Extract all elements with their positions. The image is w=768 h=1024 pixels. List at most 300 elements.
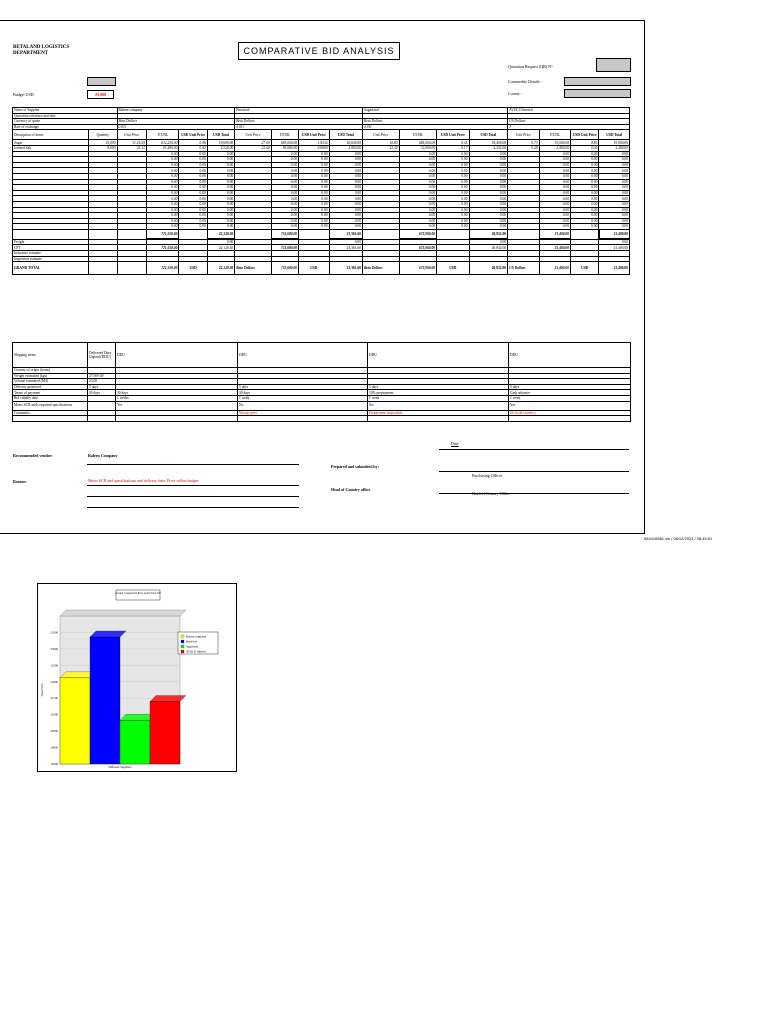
table-cell: 0.00 bbox=[437, 162, 469, 168]
table-cell: 0.00 bbox=[329, 190, 362, 196]
table-cell: 1 week bbox=[509, 395, 631, 401]
table-cell: 0.00 bbox=[599, 196, 630, 202]
table-cell: 0.00 bbox=[329, 179, 362, 185]
y-tick-label: 19500 bbox=[50, 762, 58, 766]
legend-swatch bbox=[181, 640, 184, 643]
table-cell: 0.00 bbox=[329, 185, 362, 191]
grand-total-row bbox=[13, 262, 630, 275]
y-tick-label: 23500 bbox=[50, 630, 58, 635]
table-cell: 0.00 bbox=[146, 185, 178, 191]
bar bbox=[90, 637, 120, 764]
supplier-name-4: AVOCO limited bbox=[508, 108, 630, 114]
supplier-label: Name of Supplier bbox=[13, 108, 118, 114]
chart-title: Ground Comparative Price Grand Total CIF bbox=[115, 592, 161, 595]
table-cell: 0.00 bbox=[329, 173, 362, 179]
table-cell: 0.00 bbox=[329, 157, 362, 163]
table-cell bbox=[571, 229, 599, 239]
table-cell: 0.00 bbox=[469, 157, 508, 163]
table-cell: 0.00 bbox=[599, 239, 630, 245]
y-tick-label: 21500 bbox=[50, 696, 58, 701]
table-cell: No bbox=[238, 401, 368, 410]
table-cell: 0.00 bbox=[399, 168, 437, 174]
table-cell: 91,496.00 bbox=[146, 145, 178, 151]
table-cell bbox=[88, 416, 116, 422]
item-row bbox=[13, 140, 630, 146]
table-cell: 685,000.00 bbox=[399, 140, 437, 146]
item-qty: 25,000 bbox=[89, 140, 117, 146]
table-cell: US Dollars bbox=[508, 262, 539, 275]
table-cell: Delivered Duty Unpaid (DDU) bbox=[88, 343, 116, 368]
table-cell: 0.00 bbox=[207, 168, 234, 174]
table-cell: 0.00 bbox=[539, 224, 570, 230]
table-cell: 0.00 bbox=[571, 162, 599, 168]
table-cell: 0.00 bbox=[329, 213, 362, 219]
table-cell: 0.00 bbox=[146, 157, 178, 163]
table-cell: 0.00 bbox=[571, 173, 599, 179]
table-cell: 21,400.00 bbox=[599, 245, 630, 251]
currency-2: Beta Dollars bbox=[235, 119, 363, 125]
table-cell: USD Total bbox=[329, 130, 362, 140]
table-cell: 0.00 bbox=[299, 213, 329, 219]
table-cell: 0.30 bbox=[571, 145, 599, 151]
table-cell: 0.00 bbox=[207, 190, 234, 196]
table-cell: 0.00 bbox=[271, 173, 298, 179]
table-cell: 0.00 bbox=[599, 224, 630, 230]
table-cell: 1 week bbox=[368, 395, 509, 401]
table-cell: 0.00 bbox=[146, 201, 178, 207]
qr-label: Quotation Request (QR) N°: bbox=[508, 64, 554, 69]
divider bbox=[87, 485, 299, 486]
table-cell: Comments: bbox=[13, 410, 88, 416]
table-cell: TOTAL bbox=[539, 130, 570, 140]
table-cell: 0.00 bbox=[599, 201, 630, 207]
table-cell: 21.11 bbox=[117, 145, 146, 151]
table-cell: 0.00 bbox=[539, 179, 570, 185]
budget-label: Budget USD: bbox=[13, 92, 35, 97]
table-cell: 0.00 bbox=[571, 168, 599, 174]
table-cell: USD bbox=[437, 262, 469, 275]
table-cell: 0.00 bbox=[539, 162, 570, 168]
column-header-row bbox=[13, 130, 630, 140]
grey-cell[interactable] bbox=[87, 77, 116, 86]
table-cell: 0.00 bbox=[329, 196, 362, 202]
table-cell: CPT bbox=[13, 245, 89, 251]
divider bbox=[87, 496, 299, 497]
table-cell bbox=[238, 416, 368, 422]
table-cell: Currency of quote bbox=[13, 119, 118, 125]
table-cell: USD Unit Price bbox=[299, 130, 329, 140]
table-cell: 0.00 bbox=[207, 239, 234, 245]
table-cell: 0.00 bbox=[207, 218, 234, 224]
table-cell: Insurance estimate bbox=[13, 251, 89, 257]
table-cell: 21,400.00 bbox=[599, 229, 630, 239]
table-cell: 753,680.00 bbox=[271, 245, 298, 251]
table-cell: 0.00 bbox=[299, 190, 329, 196]
table-cell: 0.41 bbox=[437, 140, 469, 146]
table-cell: 23.60 bbox=[235, 145, 272, 151]
table-cell bbox=[235, 229, 272, 239]
table-cell: 0.00 bbox=[271, 213, 298, 219]
table-cell: 0.00 bbox=[146, 218, 178, 224]
table-cell: 0.00 bbox=[437, 173, 469, 179]
table-cell: 0.00 bbox=[469, 239, 508, 245]
recommended-label: Recommended vendor: bbox=[13, 453, 53, 458]
y-axis-label: Total Price bbox=[40, 683, 44, 697]
table-cell: 0.00 bbox=[437, 157, 469, 163]
table-cell: 672,000.00 bbox=[399, 262, 437, 275]
table-cell: 0.00 bbox=[437, 179, 469, 185]
table-cell: 0.00 bbox=[207, 151, 234, 157]
table-cell: 0.00 bbox=[207, 185, 234, 191]
table-cell: 721,558.00 bbox=[146, 229, 178, 239]
table-cell: 0.00 bbox=[179, 224, 207, 230]
table-cell: 0.00 bbox=[599, 179, 630, 185]
ship-3: DDU bbox=[368, 343, 509, 368]
table-cell: 0.00 bbox=[399, 224, 437, 230]
table-cell: 12.30 bbox=[363, 145, 400, 151]
currency-1: Beta Dollars bbox=[117, 119, 235, 125]
date-label: Date bbox=[451, 441, 459, 446]
item-desc: Sugar bbox=[13, 140, 89, 146]
table-cell: USD Unit Price bbox=[571, 130, 599, 140]
table-cell: 0.00 bbox=[329, 151, 362, 157]
table-cell: 0.00 bbox=[399, 207, 437, 213]
table-cell: 0.00 bbox=[571, 224, 599, 230]
table-cell: 1 week bbox=[238, 395, 368, 401]
table-cell: 0.00 bbox=[299, 224, 329, 230]
table-cell: 1 weeks bbox=[116, 395, 238, 401]
table-cell: Inspection estimate bbox=[13, 256, 89, 262]
shipping-table bbox=[12, 342, 631, 422]
table-cell: Beta Dollars bbox=[235, 262, 272, 275]
table-cell: Cash advance bbox=[509, 390, 631, 396]
table-cell: 0.00 bbox=[539, 173, 570, 179]
table-cell: 0.00 bbox=[179, 201, 207, 207]
table-cell: 0.00 bbox=[469, 201, 508, 207]
table-cell: 0.00 bbox=[179, 218, 207, 224]
table-cell: 0.00 bbox=[399, 157, 437, 163]
table-cell bbox=[13, 229, 89, 239]
table-cell: 0.00 bbox=[571, 201, 599, 207]
bar bbox=[120, 720, 150, 764]
table-cell: No local currency bbox=[509, 410, 631, 416]
table-cell: 0.00 bbox=[146, 173, 178, 179]
table-cell: Unit Price bbox=[508, 130, 539, 140]
table-cell: 2,903.00 bbox=[329, 145, 362, 151]
table-cell: Description of items bbox=[13, 130, 89, 140]
table-cell: 0.00 bbox=[437, 151, 469, 157]
table-cell: 0.00 bbox=[469, 224, 508, 230]
table-cell: Shipping terms bbox=[13, 343, 88, 368]
recommended-value: Raleen Company bbox=[88, 453, 118, 458]
purchasing-label: Purchasing Officer bbox=[472, 473, 503, 478]
table-cell: 0.00 bbox=[207, 224, 234, 230]
table-cell: 0.00 bbox=[599, 162, 630, 168]
rate-3: 0.011 bbox=[363, 124, 508, 130]
table-cell: GRAND TOTAL bbox=[13, 262, 89, 275]
legend-swatch bbox=[181, 635, 184, 638]
divider bbox=[87, 464, 299, 465]
table-cell: 0.00 bbox=[437, 185, 469, 191]
price-chart bbox=[37, 583, 237, 772]
head-sign-label: Head of Country Office bbox=[472, 491, 511, 496]
table-cell: 0.00 bbox=[539, 218, 570, 224]
table-cell: 672,000.00 bbox=[399, 245, 437, 251]
table-cell: 0.00 bbox=[599, 213, 630, 219]
table-cell: Prepayment impossible bbox=[368, 410, 509, 416]
bar-top bbox=[150, 696, 186, 702]
table-cell: 0.17 bbox=[437, 145, 469, 151]
table-cell: 27.00 bbox=[235, 140, 272, 146]
table-cell: 0.00 bbox=[539, 151, 570, 157]
y-tick-label: 20000 bbox=[50, 745, 58, 750]
table-cell: 0.00 bbox=[207, 213, 234, 219]
table-cell: USD Total bbox=[469, 130, 508, 140]
table-cell: No bbox=[368, 401, 509, 410]
table-cell: 0.00 bbox=[399, 196, 437, 202]
item-desc: Iodized Salt bbox=[13, 145, 89, 151]
table-cell: 0.00 bbox=[571, 151, 599, 157]
bar bbox=[60, 678, 90, 764]
table-cell: 30 days bbox=[116, 390, 238, 396]
file-stamp: 684416581.xls / 08/12/2023 / 08:45:51 bbox=[644, 536, 713, 541]
table-cell: 0.00 bbox=[469, 151, 508, 157]
table-cell: 0.00 bbox=[299, 168, 329, 174]
table-cell: 0.00 bbox=[399, 162, 437, 168]
table-cell: TOTAL bbox=[271, 130, 298, 140]
table-cell: Freight bbox=[13, 239, 89, 245]
table-cell: Quotation reference and date bbox=[13, 113, 118, 119]
table-cell: 0.00 bbox=[179, 157, 207, 163]
table-cell: 0.00 bbox=[299, 196, 329, 202]
table-cell: 0.00 bbox=[571, 157, 599, 163]
table-cell: 0.96 bbox=[179, 140, 207, 146]
table-cell: USD Total bbox=[599, 130, 630, 140]
table-cell: 0.00 bbox=[179, 213, 207, 219]
table-cell: 0.00 bbox=[437, 201, 469, 207]
table-cell: 0.83 bbox=[571, 140, 599, 146]
subtotal-row bbox=[13, 229, 630, 239]
prepared-label: Prepared and submitted by: bbox=[331, 464, 379, 469]
legend-label: Raleen company bbox=[186, 634, 207, 639]
legend-label: Betafood bbox=[186, 639, 197, 644]
ship-2: DDU bbox=[238, 343, 368, 368]
table-cell: 683,000.00 bbox=[271, 140, 298, 146]
table-cell: 0.00 bbox=[469, 196, 508, 202]
table-cell: 0.00 bbox=[469, 207, 508, 213]
table-cell: 0.00 bbox=[399, 185, 437, 191]
shipping-row bbox=[13, 343, 631, 368]
table-cell bbox=[117, 262, 146, 275]
supplier-name-2: Betafood bbox=[235, 108, 363, 114]
legend-swatch bbox=[181, 645, 184, 648]
table-cell: 0.00 bbox=[571, 185, 599, 191]
rate-4: 1 bbox=[508, 124, 630, 130]
table-cell bbox=[89, 229, 117, 239]
table-cell: 0.00 bbox=[299, 173, 329, 179]
chart-svg bbox=[38, 584, 236, 771]
table-cell: 0.00 bbox=[539, 196, 570, 202]
table-cell: USD bbox=[179, 262, 207, 275]
table-cell: 0.00 bbox=[271, 190, 298, 196]
table-cell: Delivery promised bbox=[13, 384, 88, 390]
y-tick-label: 23000 bbox=[50, 646, 58, 651]
table-cell: 16.80 bbox=[363, 140, 400, 146]
commodity-field[interactable] bbox=[564, 77, 631, 86]
table-cell bbox=[179, 229, 207, 239]
table-cell: 18,400.00 bbox=[469, 140, 508, 146]
table-cell: 0.00 bbox=[399, 151, 437, 157]
table-cell: USD Unit Price bbox=[179, 130, 207, 140]
currency-3: Beta Dollars bbox=[363, 119, 508, 125]
table-cell: Wrong specs bbox=[238, 410, 368, 416]
table-cell: 0.00 bbox=[469, 185, 508, 191]
table-cell: 0.00 bbox=[299, 218, 329, 224]
table-cell: 0.00 bbox=[437, 213, 469, 219]
table-cell: 0.00 bbox=[571, 207, 599, 213]
table-cell: 0.00 bbox=[179, 179, 207, 185]
bid-table bbox=[12, 107, 630, 275]
budget-value[interactable]: 25,000 bbox=[87, 90, 114, 99]
table-cell: 0.00 bbox=[271, 157, 298, 163]
table-cell: 0.00 bbox=[329, 218, 362, 224]
table-cell: 0.00 bbox=[599, 207, 630, 213]
table-cell bbox=[88, 401, 116, 410]
table-cell: 0.00 bbox=[399, 218, 437, 224]
meets-row bbox=[13, 401, 631, 410]
table-cell: 22,120.30 bbox=[207, 262, 234, 275]
table-cell: 19,000.00 bbox=[539, 140, 570, 146]
dept-line2: DEPARTMENT bbox=[13, 51, 49, 56]
table-cell: Terms of payment bbox=[13, 390, 88, 396]
table-cell: 0.00 bbox=[179, 207, 207, 213]
table-cell: 0.00 bbox=[271, 151, 298, 157]
table-cell: 21,400.00 bbox=[599, 262, 630, 275]
table-cell: 23,361.60 bbox=[329, 245, 362, 251]
table-cell: 0.00 bbox=[146, 224, 178, 230]
county-field[interactable] bbox=[564, 89, 631, 98]
table-cell: 0.00 bbox=[299, 201, 329, 207]
divider bbox=[439, 471, 629, 472]
table-cell: 0.00 bbox=[299, 157, 329, 163]
table-cell: 5 days bbox=[238, 384, 368, 390]
table-cell: 0.00 bbox=[271, 168, 298, 174]
table-cell bbox=[509, 416, 631, 422]
table-cell: 20,832.00 bbox=[469, 262, 508, 275]
table-cell: 0.00 bbox=[179, 173, 207, 179]
table-cell: 0.00 bbox=[571, 190, 599, 196]
table-cell: 20,832.00 bbox=[469, 245, 508, 251]
table-cell: 0.00 bbox=[469, 213, 508, 219]
table-cell bbox=[299, 229, 329, 239]
table-cell: Unit Price bbox=[363, 130, 400, 140]
table-cell: 0.00 bbox=[539, 201, 570, 207]
table-cell: 0.00 bbox=[146, 151, 178, 157]
table-cell: 0.00 bbox=[146, 196, 178, 202]
table-cell: 632,254.00 bbox=[146, 140, 178, 146]
table-cell: 0.00 bbox=[271, 201, 298, 207]
table-cell: 0.00 bbox=[271, 162, 298, 168]
table-cell: 0.00 bbox=[271, 207, 298, 213]
table-cell: 0.00 bbox=[599, 218, 630, 224]
table-cell: 23.00 bbox=[88, 379, 116, 385]
table-cell: 0.28 bbox=[508, 145, 539, 151]
reason-value: Meets SCR and specifications and delivery time. Price within budget bbox=[88, 478, 199, 483]
table-cell: 30 days bbox=[238, 390, 368, 396]
table-cell: 0.00 bbox=[271, 179, 298, 185]
table-cell: Rate of exchange bbox=[13, 124, 118, 130]
table-cell: 2,400.00 bbox=[539, 145, 570, 151]
table-cell: 0.00 bbox=[539, 207, 570, 213]
table-cell: 0.00 bbox=[469, 218, 508, 224]
legend-label: Sugarland bbox=[186, 644, 199, 649]
table-cell: 5 days bbox=[368, 384, 509, 390]
table-cell: 23,361.60 bbox=[329, 262, 362, 275]
county-label: County : bbox=[508, 91, 522, 96]
table-cell: 0.00 bbox=[571, 213, 599, 219]
table-cell: 0.00 bbox=[299, 207, 329, 213]
table-cell: 0.00 bbox=[271, 224, 298, 230]
table-cell: 19,000.00 bbox=[599, 140, 630, 146]
table-cell: 721,558.00 bbox=[146, 262, 178, 275]
table-cell: 0.00 bbox=[146, 162, 178, 168]
table-cell: 0.00 bbox=[299, 151, 329, 157]
table-cell: 0.00 bbox=[146, 190, 178, 196]
dept-line1: BETALAND LOGISTICS bbox=[13, 45, 70, 50]
table-cell: 0.00 bbox=[399, 190, 437, 196]
table-cell: 0.00 bbox=[539, 185, 570, 191]
table-cell: 2,232.00 bbox=[469, 145, 508, 151]
table-cell: 0.00 bbox=[469, 173, 508, 179]
table-cell: 0.00 bbox=[146, 213, 178, 219]
rate-2: 0.011 bbox=[235, 124, 363, 130]
table-cell bbox=[89, 262, 117, 275]
ship-4: DDU bbox=[509, 343, 631, 368]
ship-1: DDU bbox=[116, 343, 238, 368]
table-cell: 0.00 bbox=[571, 179, 599, 185]
table-cell: 0.00 bbox=[299, 179, 329, 185]
table-cell: 0.00 bbox=[437, 196, 469, 202]
table-cell: USD Unit Price bbox=[437, 130, 469, 140]
blank-row bbox=[13, 416, 631, 422]
bar-top bbox=[90, 631, 126, 637]
table-cell: 0.00 bbox=[539, 190, 570, 196]
table-cell: 10% prepayment bbox=[368, 390, 509, 396]
table-cell: 0.00 bbox=[299, 162, 329, 168]
table-cell: 22,120.30 bbox=[207, 229, 234, 239]
table-cell: 0.00 bbox=[329, 224, 362, 230]
table-cell: 0.00 bbox=[207, 196, 234, 202]
table-cell: 20,840.00 bbox=[329, 140, 362, 146]
table-cell: 0.00 bbox=[179, 168, 207, 174]
table-cell: 0.00 bbox=[469, 168, 508, 174]
reason-label: Reason: bbox=[13, 479, 27, 484]
table-cell: 753,680.00 bbox=[271, 262, 298, 275]
item-qty: 8,000 bbox=[89, 145, 117, 151]
legend-swatch bbox=[181, 650, 184, 653]
table-cell: Yes bbox=[116, 401, 238, 410]
table-cell bbox=[437, 229, 469, 239]
table-cell: 20,832.00 bbox=[469, 229, 508, 239]
y-tick-label: 22000 bbox=[50, 679, 58, 684]
supplier-name-3: Sugarland bbox=[363, 108, 508, 114]
table-cell: 0.00 bbox=[399, 201, 437, 207]
table-cell: Volume estimated (M3) bbox=[13, 379, 88, 385]
table-cell: 0.82 bbox=[179, 145, 207, 151]
qr-field[interactable] bbox=[596, 58, 631, 72]
table-cell: 0.00 bbox=[599, 168, 630, 174]
table-cell: 2,400.00 bbox=[599, 145, 630, 151]
